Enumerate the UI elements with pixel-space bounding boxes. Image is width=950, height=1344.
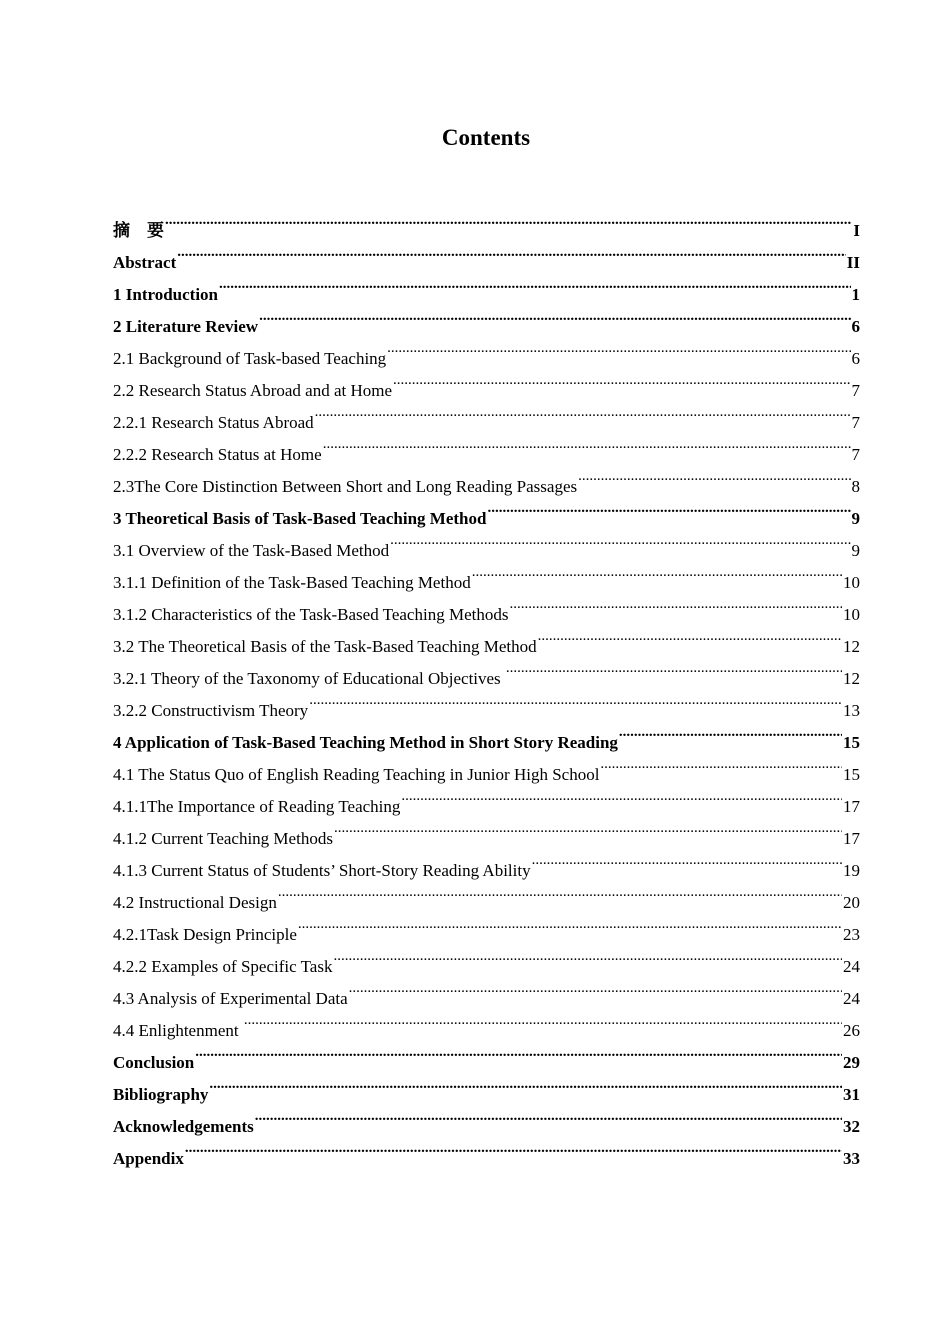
toc-entry[interactable] [113, 204, 860, 240]
toc-entry-label: 2.2.2 Research Status at Home [113, 445, 322, 464]
toc-entry-page: 15 [843, 765, 860, 784]
toc-entry-page: 10 [843, 605, 860, 624]
toc-entry-page: 31 [843, 1085, 860, 1104]
toc-entry-label: Acknowledgements [113, 1117, 254, 1136]
table-of-contents [113, 204, 860, 1168]
dot-leader [390, 524, 850, 556]
toc-entry-page: 29 [843, 1053, 860, 1072]
toc-entry-page: 12 [843, 637, 860, 656]
toc-entry-page: 7 [851, 413, 860, 432]
toc-entry-label: Bibliography [113, 1085, 209, 1104]
toc-entry[interactable] [113, 1036, 860, 1072]
dot-leader [619, 716, 842, 748]
toc-entry-page: 7 [851, 381, 860, 400]
toc-entry-page: 8 [851, 477, 860, 496]
dot-leader [349, 972, 842, 1004]
dot-leader [487, 492, 850, 524]
toc-entry-label: 3 Theoretical Basis of Task-Based Teaching Method [113, 509, 487, 528]
toc-entry-label: 2.1 Background of Task-based Teaching [113, 349, 387, 368]
toc-entry-page: 24 [843, 989, 860, 1008]
toc-entry-label: 4.3 Analysis of Experimental Data [113, 989, 348, 1008]
toc-entry-page: 10 [843, 573, 860, 592]
toc-entry-page: 26 [843, 1021, 860, 1040]
dot-leader [393, 364, 850, 396]
dot-leader [244, 1004, 842, 1036]
dot-leader [532, 844, 842, 876]
toc-entry-label: 3.1.2 Characteristics of the Task-Based Teaching Methods [113, 605, 509, 624]
toc-entry-label: Conclusion [113, 1053, 195, 1072]
toc-entry-page: 6 [851, 349, 860, 368]
toc-entry-page: 24 [843, 957, 860, 976]
dot-leader [323, 428, 851, 460]
toc-entry-label: 4.1.3 Current Status of Students’ Short-Story Reading Ability [113, 861, 531, 880]
toc-entry-page: 13 [843, 701, 860, 720]
toc-entry-label: 4.1.1The Importance of Reading Teaching [113, 797, 401, 816]
toc-entry-label: 4 Application of Task-Based Teaching Method in Short Story Reading [113, 733, 618, 752]
page-title: Contents [441, 125, 531, 150]
toc-entry-page: 23 [843, 925, 860, 944]
toc-entry[interactable] [113, 268, 860, 304]
toc-entry-page: 32 [843, 1117, 860, 1136]
toc-entry-label: 4.4 Enlightenment [113, 1021, 243, 1040]
dot-leader [209, 1068, 842, 1100]
dot-leader [298, 908, 842, 940]
toc-entry-page: 20 [843, 893, 860, 912]
toc-entry-page: 17 [843, 797, 860, 816]
toc-entry-label: 4.1 The Status Quo of English Reading Teaching in Junior High School [113, 765, 600, 784]
toc-entry-page: 12 [843, 669, 860, 688]
toc-entry-page: I [853, 221, 860, 240]
toc-entry-label: 3.1.1 Definition of the Task-Based Teaching Method [113, 573, 471, 592]
dot-leader [578, 460, 850, 492]
toc-entry-label: Abstract [113, 253, 177, 272]
toc-entry-page: 15 [843, 733, 860, 752]
toc-entry[interactable] [113, 1100, 860, 1136]
dot-leader [185, 1132, 842, 1164]
dot-leader [600, 748, 842, 780]
toc-entry-label: 4.2.2 Examples of Specific Task [113, 957, 333, 976]
dot-leader [506, 652, 842, 684]
toc-entry-label: 2 Literature Review [113, 317, 259, 336]
dot-leader [195, 1036, 842, 1068]
dot-leader [333, 940, 842, 972]
toc-entry-page: 17 [843, 829, 860, 848]
toc-entry-label: 2.3The Core Distinction Between Short and Long Reading Passages [113, 477, 578, 496]
toc-entry-label: 3.1 Overview of the Task-Based Method [113, 541, 390, 560]
toc-entry-page: 19 [843, 861, 860, 880]
toc-entry-label: 2.2 Research Status Abroad and at Home [113, 381, 393, 400]
toc-entry-label: 2.2.1 Research Status Abroad [113, 413, 314, 432]
dot-leader [219, 268, 850, 300]
dot-leader [165, 204, 852, 236]
toc-entry-label: 3.2.2 Constructivism Theory [113, 701, 309, 720]
dot-leader [538, 620, 842, 652]
dot-leader [177, 236, 846, 268]
toc-entry[interactable] [113, 236, 860, 272]
toc-entry-page: 1 [851, 285, 860, 304]
toc-entry-label: 4.1.2 Current Teaching Methods [113, 829, 333, 848]
dot-leader [401, 780, 842, 812]
dot-leader [472, 556, 842, 588]
toc-entry-page: 9 [851, 541, 860, 560]
toc-entry-label: 4.2 Instructional Design [113, 893, 277, 912]
toc-entry-page: 9 [851, 509, 860, 528]
toc-entry-page: 7 [851, 445, 860, 464]
toc-entry-label: 摘 要 [113, 221, 164, 240]
toc-entry[interactable] [113, 1068, 860, 1104]
toc-entry[interactable] [113, 1132, 860, 1168]
dot-leader [509, 588, 842, 620]
dot-leader [334, 812, 842, 844]
toc-entry-page: 33 [843, 1149, 860, 1168]
dot-leader [315, 396, 851, 428]
toc-entry-page: II [846, 253, 860, 272]
toc-entry-label: Appendix [113, 1149, 184, 1168]
toc-entry-label: 4.2.1Task Design Principle [113, 925, 297, 944]
toc-entry-label: 3.2.1 Theory of the Taxonomy of Educational Objectives [113, 669, 505, 688]
toc-entry-label: 3.2 The Theoretical Basis of the Task-Based Teaching Method [113, 637, 537, 656]
dot-leader [259, 300, 850, 332]
dot-leader [255, 1100, 842, 1132]
toc-entry-page: 6 [851, 317, 860, 336]
dot-leader [387, 332, 850, 364]
dot-leader [309, 684, 842, 716]
toc-entry-label: 1 Introduction [113, 285, 219, 304]
dot-leader [278, 876, 842, 908]
toc-entry[interactable] [113, 300, 860, 336]
